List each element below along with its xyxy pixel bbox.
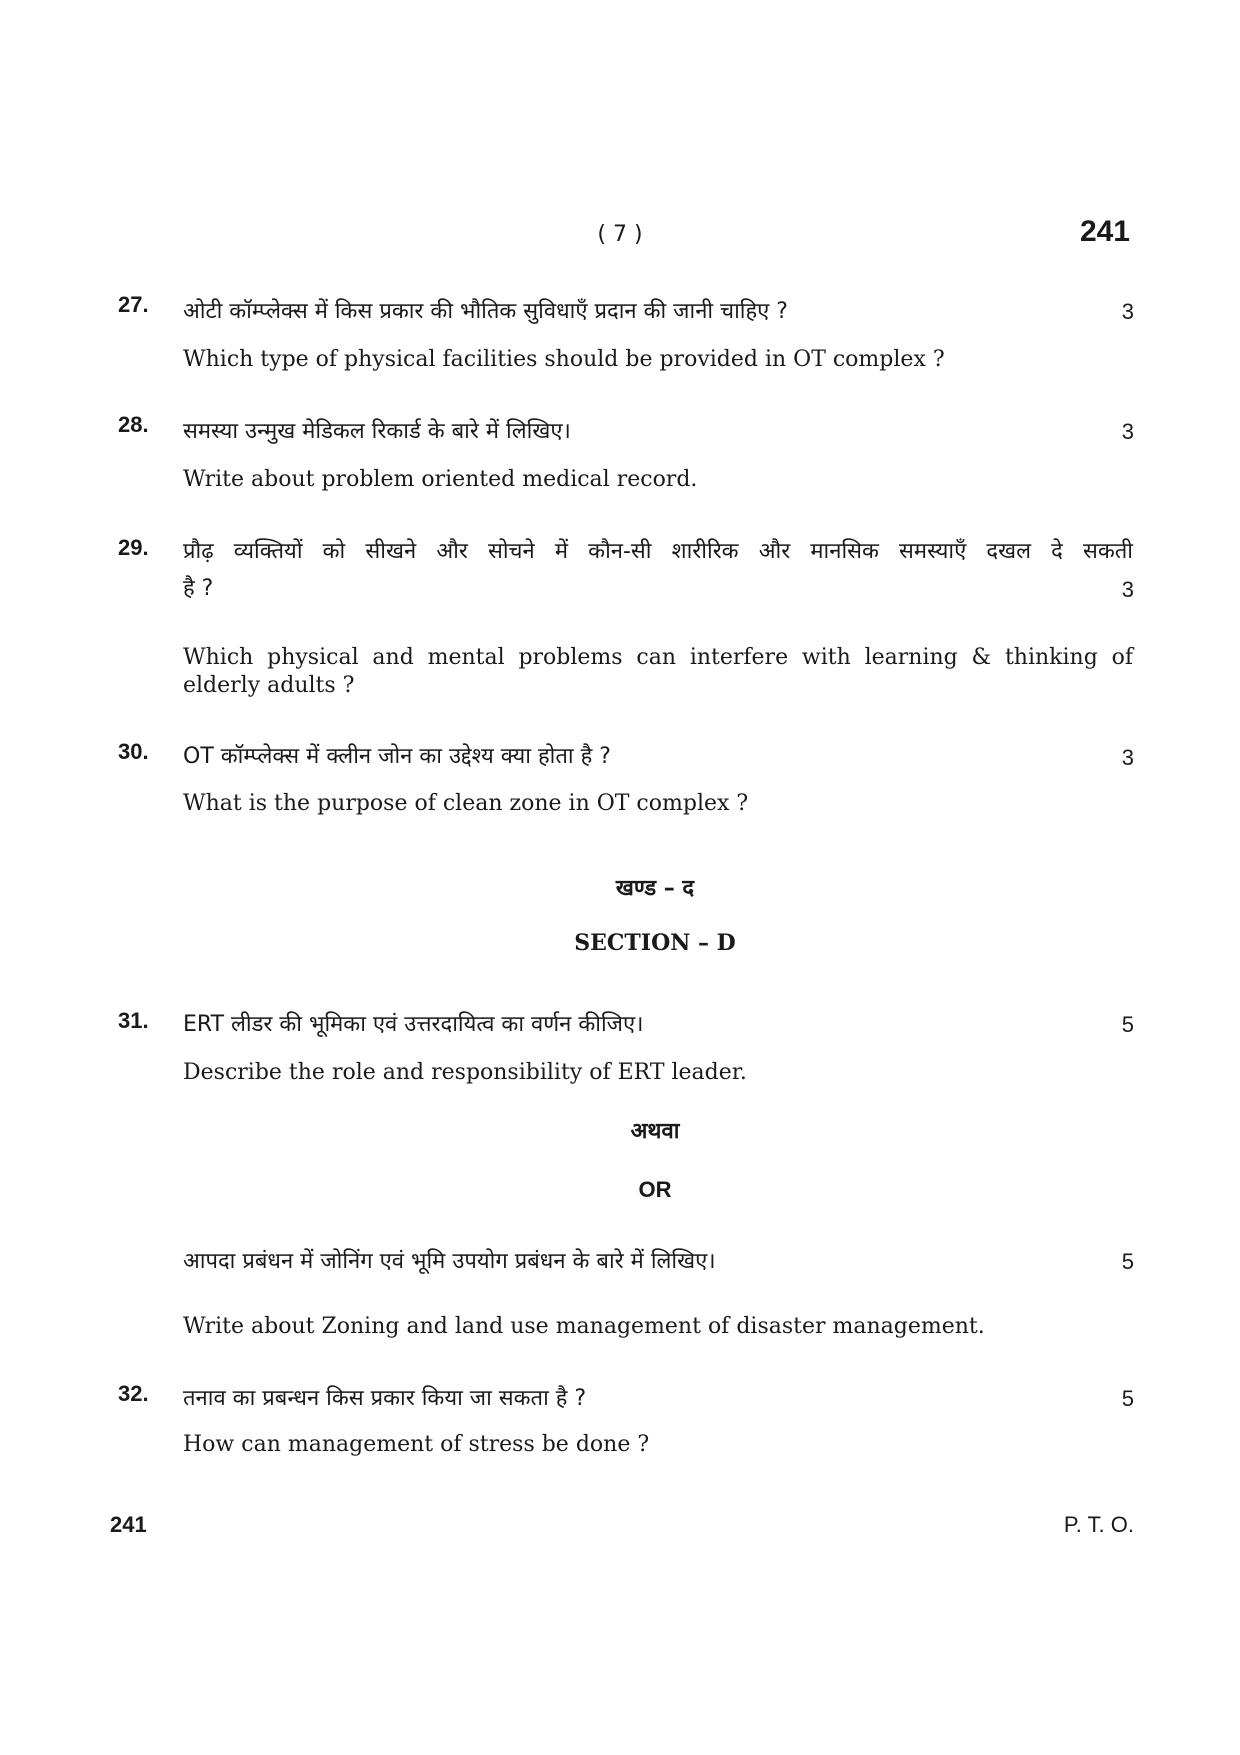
- question-text-hindi: आपदा प्रबंधन में जोनिंग एवं भूमि उपयोग प्रबंधन के बारे में लिखिए।: [183, 1249, 716, 1274]
- paper-code-header: 241: [1079, 215, 1130, 248]
- question-marks: 3: [1121, 419, 1134, 444]
- please-turn-over: P. T. O.: [1063, 1512, 1134, 1537]
- paper-code-footer: 241: [110, 1512, 147, 1537]
- page-number: ( 7 ): [597, 222, 643, 247]
- question-text-english: Describe the role and responsibility of ERT leader.: [183, 1060, 747, 1085]
- question-marks: 3: [1121, 745, 1134, 770]
- question-number: 32.: [118, 1381, 149, 1406]
- or-separator-hindi: अथवा: [630, 1119, 680, 1144]
- question-text-hindi: प्रौढ़ व्यक्तियों को सीखने और सोचने में कौन-सी शारीरिक और मानसिक समस्याएँ दखल दे सकती: [183, 539, 1133, 564]
- question-marks: 3: [1121, 577, 1134, 602]
- question-marks: 5: [1121, 1386, 1134, 1411]
- question-text-hindi: ओटी कॉम्प्लेक्स में किस प्रकार की भौतिक सुविधाएँ प्रदान की जानी चाहिए ?: [183, 299, 788, 324]
- question-text-hindi-continued: है ?: [183, 576, 214, 601]
- question-text-hindi: ERT लीडर की भूमिका एवं उत्तरदायित्व का वर्णन कीजिए।: [183, 1012, 644, 1037]
- question-number: 27.: [118, 292, 149, 317]
- question-text-english: Write about problem oriented medical record.: [183, 467, 698, 492]
- question-number: 28.: [118, 412, 149, 437]
- section-heading-english: SECTION – D: [574, 930, 736, 956]
- or-separator-english: OR: [638, 1177, 672, 1202]
- question-marks: 3: [1121, 299, 1134, 324]
- question-text-english: Which physical and mental problems can interfere with learning & thinking of elderly adults ?: [183, 645, 1133, 698]
- question-number: 30.: [118, 739, 149, 764]
- question-marks: 5: [1121, 1249, 1134, 1274]
- question-number: 31.: [118, 1008, 149, 1033]
- question-text-english: Which type of physical facilities should be provided in OT complex ?: [183, 347, 945, 372]
- question-text-english: What is the purpose of clean zone in OT complex ?: [183, 791, 749, 816]
- question-text-hindi: समस्या उन्मुख मेडिकल रिकार्ड के बारे में लिखिए।: [183, 419, 571, 444]
- question-number: 29.: [118, 535, 149, 560]
- question-marks: 5: [1121, 1012, 1134, 1037]
- question-text-hindi: तनाव का प्रबन्धन किस प्रकार किया जा सकता है ?: [183, 1386, 587, 1411]
- section-heading-hindi: खण्ड – द: [615, 876, 695, 901]
- question-text-english: How can management of stress be done ?: [183, 1432, 650, 1457]
- question-text-hindi: OT कॉम्प्लेक्स में क्लीन जोन का उद्देश्य क्या होता है ?: [183, 744, 611, 769]
- question-text-english: Write about Zoning and land use management of disaster management.: [183, 1314, 985, 1339]
